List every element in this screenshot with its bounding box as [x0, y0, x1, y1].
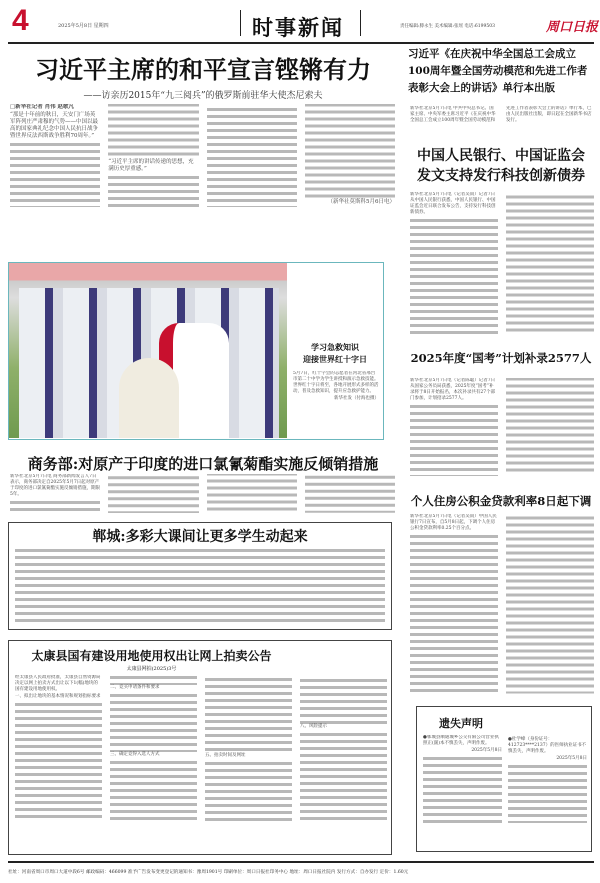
commerce-paragraph: 新华社北京5月7日电 商务部新闻发言人7日表示，商务部决定自2025年5月7日起对原产于印度的进口氯氰菊酯实施反倾销措施，期限5年。: [10, 474, 100, 497]
photo-frame: [8, 262, 384, 440]
lost-notice-box: [416, 706, 592, 852]
lost-notice-body: [423, 735, 587, 849]
issue-date: 2025年5月8日 星期四: [58, 23, 109, 29]
headline-line: 中国人民银行、中国证监会: [417, 148, 585, 164]
photo-credit: 新华社发（付海也摄）: [334, 396, 379, 401]
notice-section: 三、确定竞得入选人方式: [110, 752, 160, 757]
editors: 责任编辑:滕永生 美术编辑:张瑶 电话:6199503: [400, 24, 495, 29]
notice-section: 八、风险提示: [300, 724, 327, 729]
dancheng-headline: 郸城:多彩大课间让更多学生动起来: [92, 529, 308, 545]
commerce-headline: 商务部:对原产于印度的进口氯氰菊酯实施反倾销措施: [27, 455, 379, 473]
taikang-body: [15, 675, 387, 851]
bank-headline: [406, 146, 596, 186]
lead-subtitle: ——访亲历2015年“九三阅兵”的俄罗斯前驻华大使杰尼索夫: [83, 91, 323, 101]
bank-body: [410, 192, 594, 338]
lead-headline: 习近平主席的和平宣言铿锵有力: [35, 55, 371, 84]
student-figure: [119, 358, 179, 438]
taikang-notice: [8, 640, 392, 855]
caption-title-line: 迎接世界红十字日: [303, 354, 367, 364]
headline-line: 习近平《在庆祝中华全国总工会成立: [408, 48, 576, 60]
lead-body: [10, 104, 395, 256]
headline-line: 表彰大会上的讲话》单行本出版: [408, 82, 555, 94]
text-block: [15, 547, 385, 624]
headline-line: 100周年暨全国劳动模范和先进工作者: [408, 65, 588, 77]
news-photo: [9, 263, 287, 438]
divider: [240, 10, 241, 36]
text-block: [110, 692, 197, 752]
header-rule: [8, 42, 594, 44]
notice-paragraph: 经太康县人民政府批准，太康县自然资源局决定以网上拍卖方式出让以下1(幅)地块的国有建设用地使用权。: [15, 675, 101, 692]
caption-title-line: 学习急救知识: [311, 342, 359, 352]
footer-rule: [8, 861, 594, 863]
lost-date: 2025年5月8日: [556, 756, 587, 761]
dancheng-box: [8, 522, 392, 630]
text-block: [410, 514, 594, 694]
lead-paragraph: “习近平主席的讲话传递的思想，充满历史厚重感。”: [108, 158, 194, 172]
fund-headline: 个人住房公积金贷款利率8日起下调: [410, 494, 592, 508]
taikang-headline: 太康县国有建设用地使用权出让网上拍卖公告: [31, 649, 272, 663]
exam-body: [410, 378, 594, 482]
notice-section: 二、竞买申请条件和要求: [110, 685, 160, 690]
newspaper-logo: 周口日报: [546, 20, 599, 35]
page-number: 4: [12, 4, 29, 37]
lost-item: ●郸城县顺通城乡公交有限公司营业执照正(副)本不慎丢失，声明作废。: [423, 735, 499, 746]
taikang-number: 太康县网拍(2025)3号: [126, 666, 177, 672]
footer-info: 社址：河南省周口市周口大道中段6号 邮政编码：466099 准予广告发布变更登记的通知书：豫周1901号 印刷单位：周口日报社印务中心 地址：周口日报社院内 发行方式：自办发行 定价：1.60元: [8, 870, 409, 875]
lost-item: ●杜学峰（身份证号：412723****2137）的医师执业证书不慎丢失，声明作废。: [508, 737, 587, 754]
text-block: [300, 731, 387, 821]
lead-paragraph: “那是十年前的秋日，天安门广场英军阵列庄严肃穆的气势——中国以最高的国家典礼纪念中国人民抗日战争暨世界反法西斯战争胜利70周年。”: [10, 112, 99, 139]
xi-headline: [408, 46, 596, 97]
section-title: 时事新闻: [252, 15, 344, 40]
notice-section: 五、拍卖时间及网址: [205, 753, 246, 758]
divider: [360, 10, 361, 36]
text-block: [508, 763, 587, 823]
fund-paragraph: 新华社北京5月7日电（记者吴雨）中国人民银行7日宣布，自5月8日起，下调个人住房公积金贷款利率0.25个百分点。: [410, 514, 497, 531]
lost-date: 2025年5月8日: [471, 748, 502, 753]
exam-headline: 2025年度“国考”计划补录2577人: [410, 351, 592, 365]
commerce-body: [10, 474, 395, 516]
fund-body: [410, 514, 594, 700]
lead-byline: □新华社记者 肖伟 赵歌凡: [10, 104, 75, 110]
headline-line: 发文支持发行科技创新债券: [417, 168, 585, 184]
photo-caption-title: [289, 341, 381, 365]
photo-caption: [293, 371, 379, 435]
notice-section: 一、拟出让地块的基本情况和规划指标要求: [15, 694, 101, 699]
bank-paragraph: 新华社北京5月7日电（记者吴雨）记者7日从中国人民银行获悉，中国人民银行、中国证监会近日联合发布公告，支持发行科技创新债券。: [410, 192, 496, 215]
caption-text: 5月7日，红十字会的志愿者在河北省邢台市第二十中学为学生讲授和演示急救技能。世界红十字日将至，各地开展形式多样的活动，普及急救知识，提升应急救护能力。: [293, 371, 379, 394]
lead-source: （新华社莫斯科5月6日电）: [327, 198, 395, 205]
lost-notice-title: 遗失声明: [439, 717, 483, 730]
xi-body: 新华社北京5月7日电 中共中央总书记、国家主席、中央军委主席习近平《在庆祝中华全国总工会成立100周年暨全国劳动模范和先进工作者表彰大会上的讲话》单行本，已由人民出版社出版，即日起在全国新华书店发行。: [410, 106, 592, 123]
exam-paragraph: 新华社北京5月7日电（记者陈聪）记者7日从国家公务员局获悉，2025年度“国考”补录将于8日开始报名，本次补录共有27个部门参加，计划招录2577人。: [410, 378, 496, 401]
